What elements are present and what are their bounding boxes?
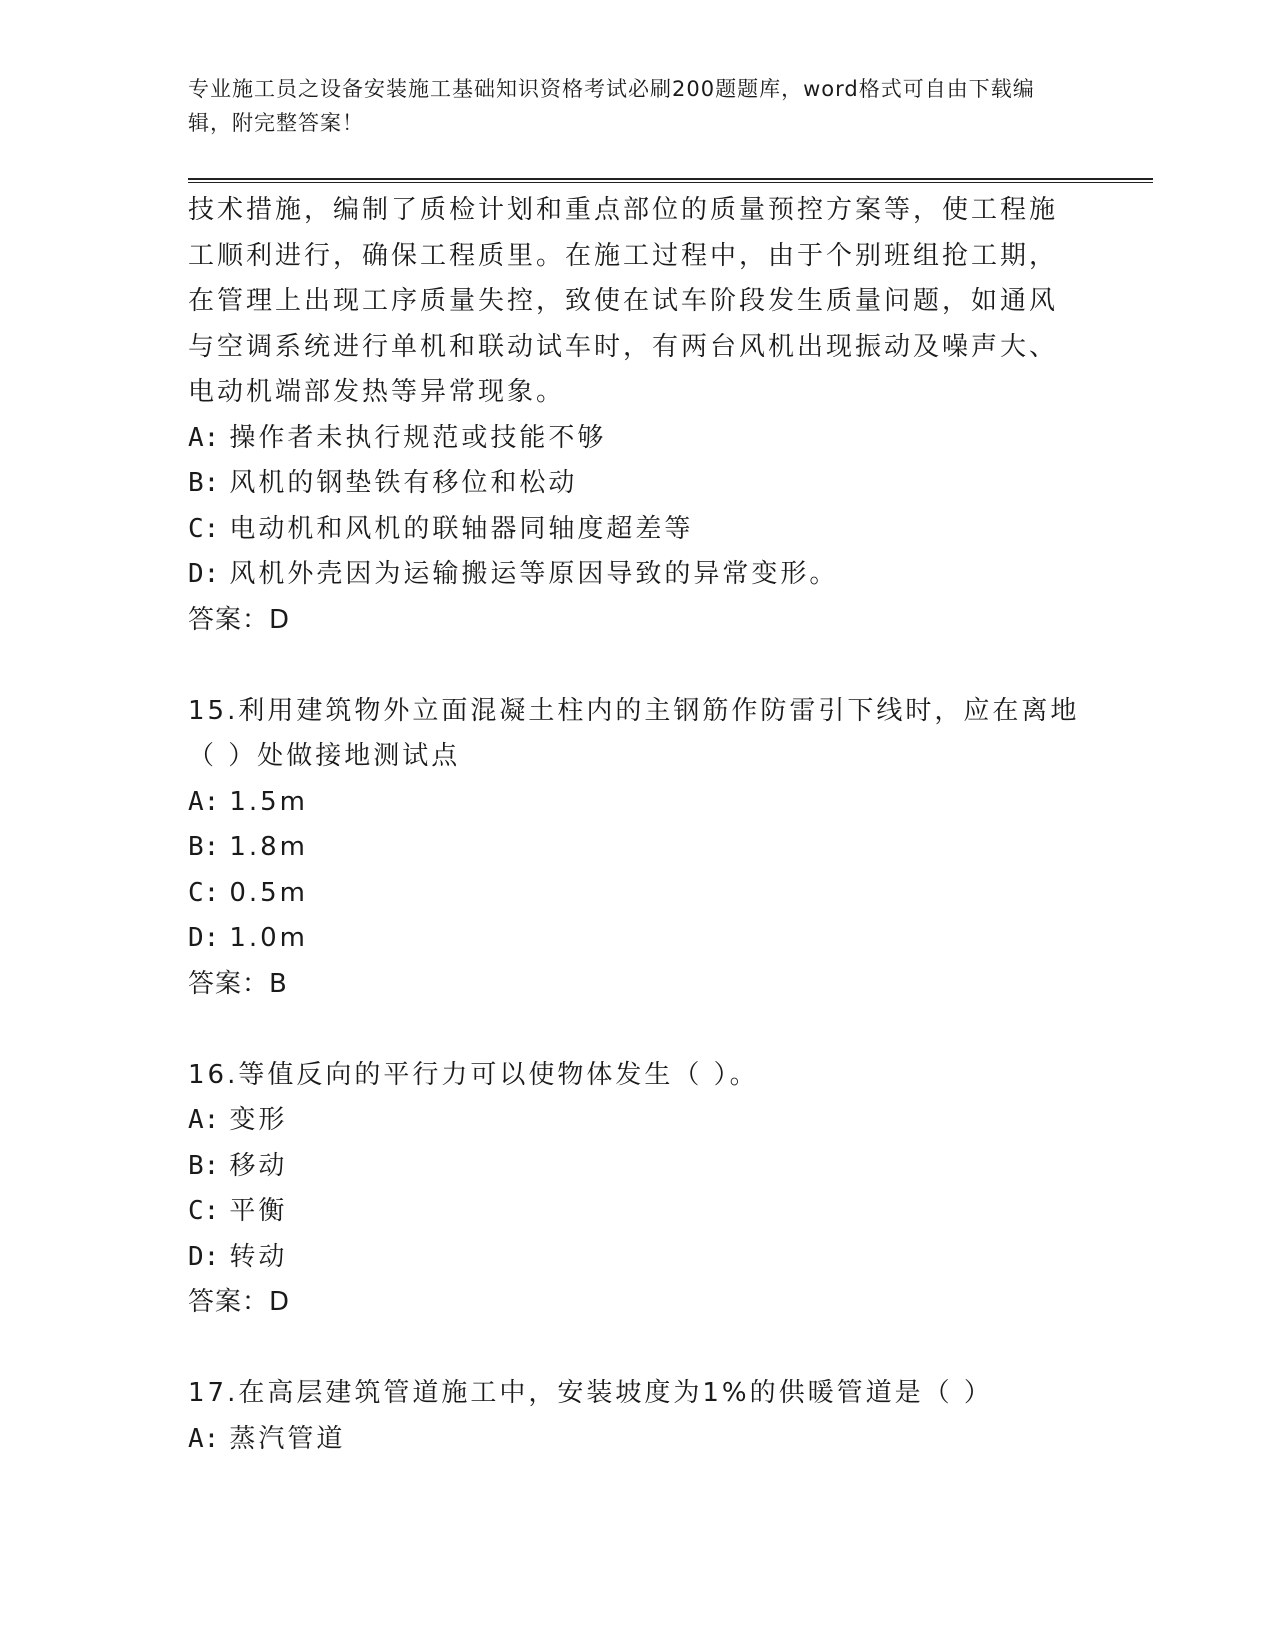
question-14-options bbox=[188, 416, 1088, 644]
option-key: D: bbox=[188, 1241, 220, 1272]
option-d bbox=[188, 552, 1088, 598]
answer-line: 答案：D bbox=[188, 604, 291, 635]
spacer bbox=[188, 643, 1088, 689]
option-text: 转动 bbox=[229, 1241, 288, 1272]
answer-line: 答案：D bbox=[188, 1287, 291, 1317]
option-text: 变形 bbox=[229, 1105, 288, 1135]
option-key: A: bbox=[188, 422, 220, 453]
option-text: 风机外壳因为运输搬运等原因导致的异常变形。 bbox=[229, 559, 839, 589]
option-a bbox=[188, 416, 1088, 462]
option-key: C: bbox=[188, 513, 220, 544]
option-key: A: bbox=[188, 1105, 220, 1135]
option-key: C: bbox=[188, 1196, 220, 1226]
option-d bbox=[188, 916, 1088, 962]
passage-line: 电动机端部发热等异常现象。 bbox=[188, 377, 566, 407]
option-text: 蒸汽管道 bbox=[229, 1423, 346, 1454]
question-17 bbox=[188, 1371, 1088, 1462]
option-text: 电动机和风机的联轴器同轴度超差等 bbox=[229, 513, 694, 544]
option-a bbox=[188, 1417, 1088, 1463]
option-text: 操作者未执行规范或技能不够 bbox=[229, 422, 607, 453]
header-double-rule bbox=[188, 178, 1153, 183]
option-c bbox=[188, 871, 1088, 917]
option-key: B: bbox=[188, 468, 220, 498]
option-key: D: bbox=[188, 923, 220, 953]
passage-line: 技术措施，编制了质检计划和重点部位的质量预控方案等，使工程施 bbox=[188, 195, 1059, 225]
spacer bbox=[188, 1007, 1088, 1053]
option-a bbox=[188, 780, 1088, 826]
option-key: A: bbox=[188, 1423, 220, 1454]
question-stem: 15.利用建筑物外立面混凝土柱内的主钢筋作防雷引下线时，应在离地 bbox=[188, 695, 1080, 726]
question-14-passage bbox=[188, 188, 1088, 416]
question-stem: （ ）处做接地测试点 bbox=[188, 741, 461, 771]
option-key: B: bbox=[188, 1150, 220, 1181]
option-c bbox=[188, 1189, 1088, 1235]
option-key: B: bbox=[188, 832, 220, 862]
option-text: 平衡 bbox=[229, 1196, 288, 1226]
passage-line: 工顺利进行，确保工程质里。在施工过程中，由于个别班组抢工期， bbox=[188, 240, 1059, 271]
option-text: 1.8m bbox=[229, 832, 308, 862]
option-key: C: bbox=[188, 877, 220, 908]
option-text: 移动 bbox=[229, 1150, 288, 1181]
document-header-title: 专业施工员之设备安装施工基础知识资格考试必刷200题题库，word格式可自由下载编辑，附完整答案！ bbox=[188, 77, 1035, 135]
spacer bbox=[188, 1326, 1088, 1372]
option-b bbox=[188, 1144, 1088, 1190]
option-text: 0.5m bbox=[229, 877, 308, 908]
option-key: D: bbox=[188, 559, 220, 589]
question-15 bbox=[188, 689, 1088, 1008]
option-text: 1.5m bbox=[229, 786, 308, 817]
answer-line: 答案：B bbox=[188, 968, 288, 999]
passage-line: 与空调系统进行单机和联动试车时，有两台风机出现振动及噪声大、 bbox=[188, 331, 1059, 362]
option-text: 1.0m bbox=[229, 923, 308, 953]
option-b bbox=[188, 461, 1088, 507]
option-a bbox=[188, 1098, 1088, 1144]
document-body bbox=[188, 188, 1088, 1462]
question-stem: 17.在高层建筑管道施工中，安装坡度为1%的供暖管道是（ ） bbox=[188, 1378, 993, 1408]
question-16 bbox=[188, 1053, 1088, 1326]
option-text: 风机的钢垫铁有移位和松动 bbox=[229, 468, 578, 498]
option-key: A: bbox=[188, 786, 220, 817]
option-b bbox=[188, 825, 1088, 871]
passage-line: 在管理上出现工序质量失控，致使在试车阶段发生质量问题，如通风 bbox=[188, 286, 1059, 316]
option-c bbox=[188, 507, 1088, 553]
question-stem: 16.等值反向的平行力可以使物体发生（ ）。 bbox=[188, 1059, 759, 1090]
option-d bbox=[188, 1235, 1088, 1281]
